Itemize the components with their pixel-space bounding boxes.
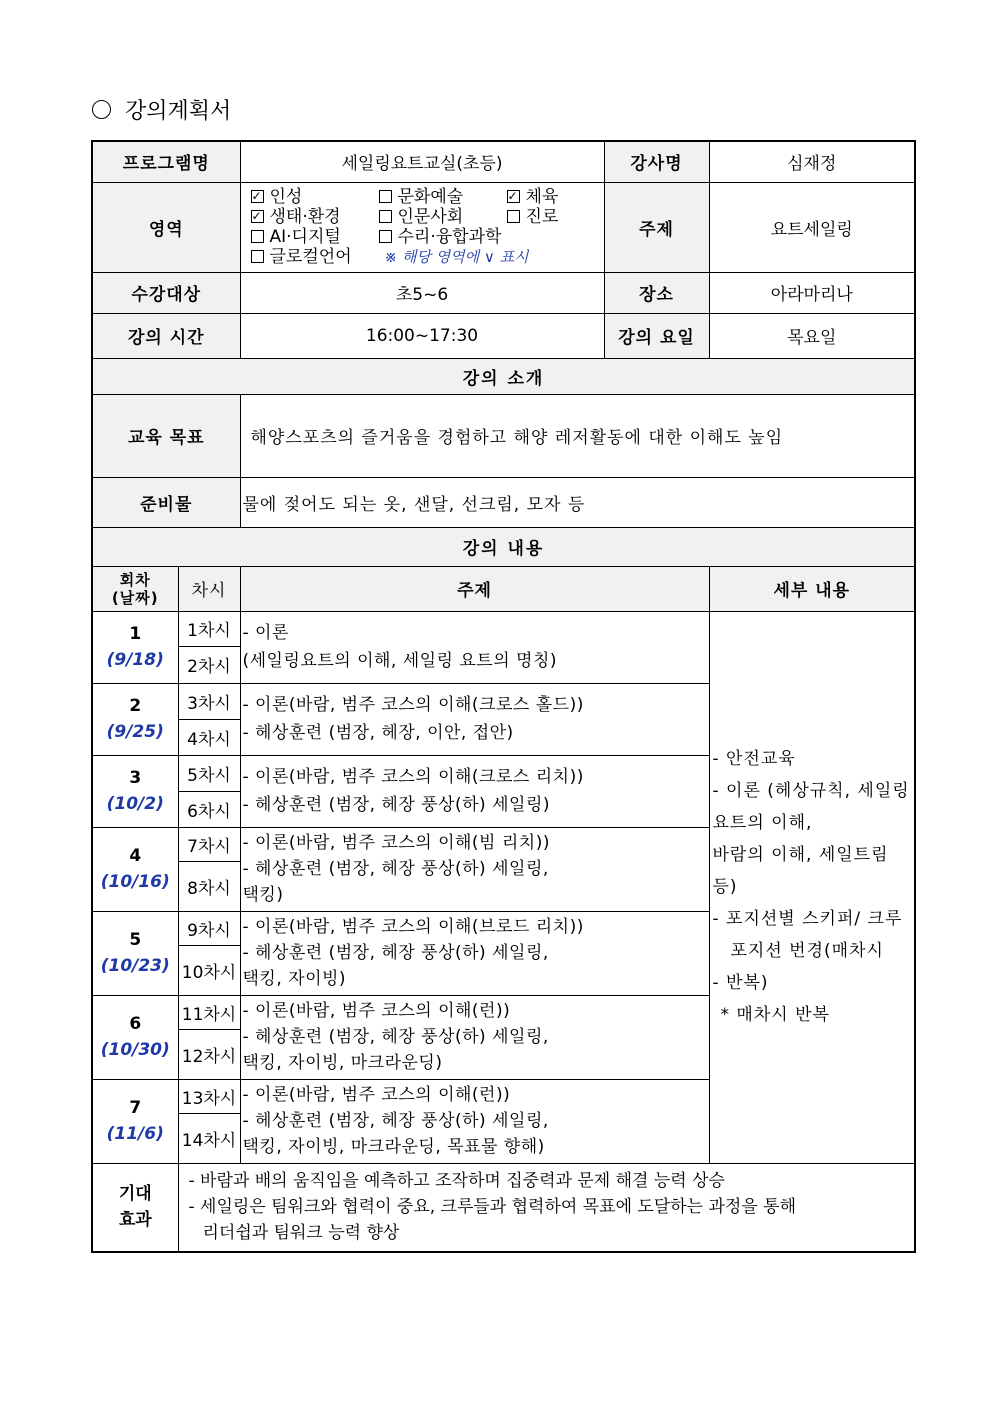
- prep-label: 준비물: [92, 477, 240, 527]
- period-cell: 11차시: [178, 995, 240, 1029]
- place-label: 장소: [604, 272, 709, 313]
- subject-value: 요트세일링: [709, 182, 915, 272]
- topic-cell: - 이론(바람, 범주 코스의 이해(런)) - 헤상훈련 (범장, 헤장 풍상(하) 세일링, 택킹, 자이빙, 마크라운딩): [240, 995, 709, 1079]
- instructor-value: 심재정: [709, 141, 915, 182]
- lecture-plan-table: [91, 140, 916, 1253]
- target-value: 초5~6: [240, 272, 604, 313]
- circle-bullet-icon: [92, 100, 111, 119]
- period-cell: 5차시: [178, 755, 240, 791]
- session-cell: 5 (10/23): [92, 911, 178, 995]
- period-cell: 1차시: [178, 611, 240, 646]
- period-cell: 8차시: [178, 861, 240, 911]
- goal-value: 해양스포츠의 즐거움을 경험하고 해양 레저활동에 대한 이해도 높임: [240, 394, 915, 477]
- area-option[interactable]: 글로컬언어: [251, 247, 379, 267]
- area-checklist: [240, 182, 604, 272]
- topic-cell: - 이론(바람, 범주 코스의 이해(런)) - 헤상훈련 (범장, 헤장 풍상(하) 세일링, 택킹, 자이빙, 마크라운딩, 목표물 향해): [240, 1079, 709, 1163]
- doc-title-text: 강의계획서: [125, 99, 232, 124]
- checkbox-empty-icon[interactable]: [379, 210, 392, 223]
- topic-cell: - 이론(바람, 범주 코스의 이해(브로드 리치)) - 헤상훈련 (범장, 헤장 풍상(하) 세일링, 택킹, 자이빙): [240, 911, 709, 995]
- session-cell: 3 (10/2): [92, 755, 178, 827]
- area-label: 영역: [92, 182, 240, 272]
- effect-label: 기대 효과: [92, 1163, 178, 1252]
- checkbox-checked-icon[interactable]: [507, 190, 520, 203]
- session-cell: 1 (9/18): [92, 611, 178, 683]
- topic-cell: - 이론(바람, 범주 코스의 이해(크로스 홀드)) - 헤상훈련 (범장, 헤장, 이안, 접안): [240, 683, 709, 755]
- period-cell: 4차시: [178, 719, 240, 755]
- area-option[interactable]: 수리·융합과학: [379, 227, 502, 247]
- area-option[interactable]: ✓생태·환경: [251, 207, 379, 227]
- instructor-label: 강사명: [604, 141, 709, 182]
- day-label: 강의 요일: [604, 313, 709, 358]
- time-value: 16:00~17:30: [240, 313, 604, 358]
- area-option[interactable]: ✓인성: [251, 187, 379, 207]
- checkbox-checked-icon[interactable]: [251, 190, 264, 203]
- session-cell: 6 (10/30): [92, 995, 178, 1079]
- topic-cell: - 이론 (세일링요트의 이해, 세일링 요트의 명칭): [240, 611, 709, 683]
- place-value: 아라마리나: [709, 272, 915, 313]
- period-cell: 13차시: [178, 1079, 240, 1113]
- period-cell: 3차시: [178, 683, 240, 719]
- area-option[interactable]: 진로: [507, 207, 559, 227]
- area-option[interactable]: ✓ 체육: [507, 187, 559, 207]
- period-cell: 2차시: [178, 646, 240, 683]
- period-cell: 7차시: [178, 827, 240, 861]
- col-period-header: 차시: [178, 566, 240, 611]
- col-session-header: 회차 (날짜): [92, 566, 178, 611]
- checkbox-empty-icon[interactable]: [379, 190, 392, 203]
- col-detail-header: 세부 내용: [709, 566, 915, 611]
- target-label: 수강대상: [92, 272, 240, 313]
- goal-label: 교육 목표: [92, 394, 240, 477]
- time-label: 강의 시간: [92, 313, 240, 358]
- period-cell: 9차시: [178, 911, 240, 945]
- checkbox-empty-icon[interactable]: [251, 230, 264, 243]
- checkbox-empty-icon[interactable]: [251, 250, 264, 263]
- session-cell: 4 (10/16): [92, 827, 178, 911]
- col-topic-header: 주제: [240, 566, 709, 611]
- session-cell: 7 (11/6): [92, 1079, 178, 1163]
- program-label: 프로그램명: [92, 141, 240, 182]
- checkbox-empty-icon[interactable]: [379, 230, 392, 243]
- area-option[interactable]: AI·디지털: [251, 227, 379, 247]
- area-note: ※ 해당 영역에 ∨ 표시: [384, 248, 529, 266]
- area-option[interactable]: 인문사회: [379, 207, 507, 227]
- area-option[interactable]: 문화예술: [379, 187, 507, 207]
- effect-content: - 바람과 배의 움직임을 예측하고 조작하며 집중력과 문제 해결 능력 상승 - 세일링은 팀워크와 협력이 중요, 크루들과 협력하여 목표에 도달하는 과정을 통해 리더쉽과 팀워크 능력 향상: [178, 1163, 915, 1252]
- subject-label: 주제: [604, 182, 709, 272]
- program-value: 세일링요트교실(초등): [240, 141, 604, 182]
- session-cell: 2 (9/25): [92, 683, 178, 755]
- topic-cell: - 이론(바람, 범주 코스의 이해(크로스 리치)) - 헤상훈련 (범장, 헤장 풍상(하) 세일링): [240, 755, 709, 827]
- content-section-title: 강의 내용: [92, 527, 915, 566]
- topic-cell: - 이론(바람, 범주 코스의 이해(빔 리치)) - 헤상훈련 (범장, 헤장 풍상(하) 세일링, 택킹): [240, 827, 709, 911]
- doc-title: [92, 94, 231, 125]
- detail-cell: - 안전교육 - 이론 (헤상규칙, 세일링 요트의 이해, 바람의 이해, 세일트림 등) - 포지션별 스키퍼/ 크루 포지션 번경(매차시 - 반복) * 매차시 반복: [709, 611, 915, 1163]
- checkbox-checked-icon[interactable]: [251, 210, 264, 223]
- intro-section-title: 강의 소개: [92, 358, 915, 394]
- prep-value: 물에 젖어도 되는 옷, 샌달, 선크림, 모자 등: [240, 477, 915, 527]
- period-cell: 10차시: [178, 945, 240, 995]
- period-cell: 14차시: [178, 1113, 240, 1163]
- day-value: 목요일: [709, 313, 915, 358]
- period-cell: 12차시: [178, 1029, 240, 1079]
- checkbox-empty-icon[interactable]: [507, 210, 520, 223]
- period-cell: 6차시: [178, 791, 240, 827]
